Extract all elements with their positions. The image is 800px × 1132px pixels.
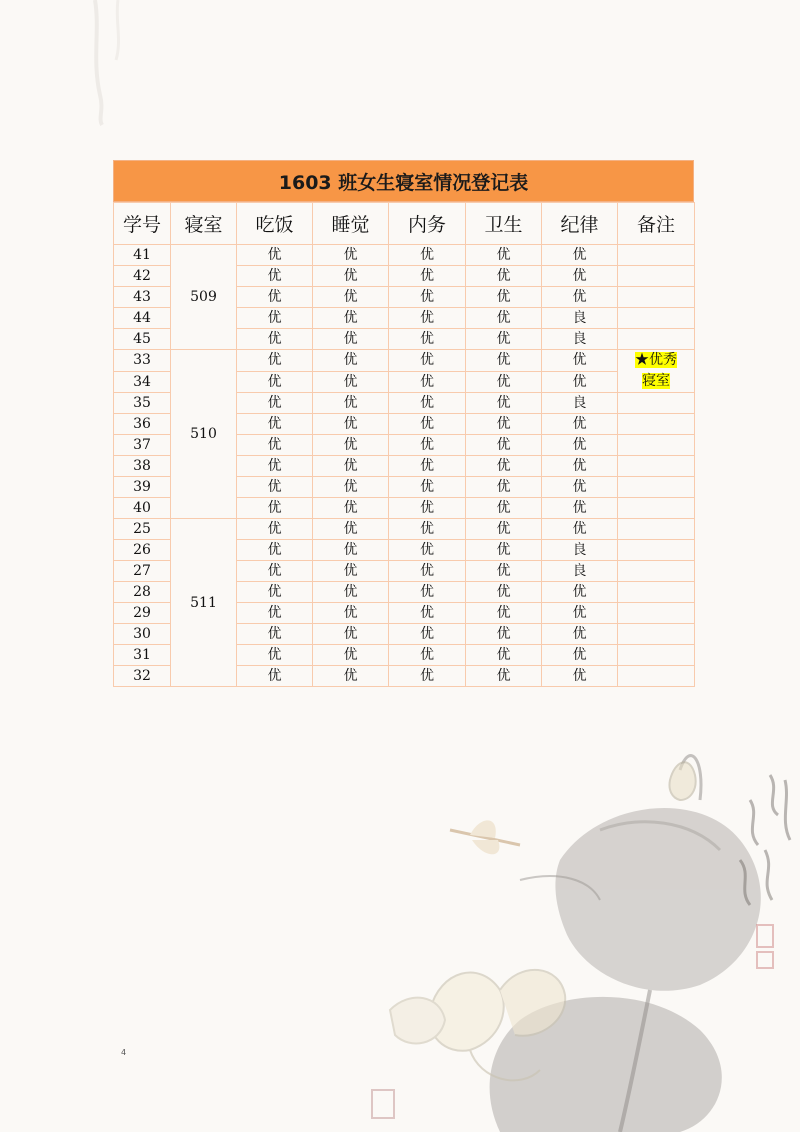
- header-eating: 吃饭: [237, 203, 313, 245]
- lotus-leaf-large: [555, 808, 760, 991]
- student-id-cell: 26: [114, 540, 171, 561]
- student-id-cell: 27: [114, 561, 171, 582]
- remarks-cell: [618, 540, 695, 561]
- remarks-cell: [618, 245, 695, 266]
- remarks-cell: [618, 456, 695, 477]
- hygiene-grade-cell: 优: [466, 245, 542, 266]
- discipline-grade-cell: 优: [542, 666, 618, 687]
- discipline-grade-cell: 优: [542, 603, 618, 624]
- housekeeping-grade-cell: 优: [389, 350, 466, 372]
- eating-grade-cell: 优: [237, 308, 313, 329]
- remarks-cell: [618, 645, 695, 666]
- hygiene-grade-cell: 优: [466, 350, 542, 372]
- remarks-cell: [618, 498, 695, 519]
- hygiene-grade-cell: 优: [466, 477, 542, 498]
- remarks-cell: [618, 477, 695, 498]
- eating-grade-cell: 优: [237, 350, 313, 372]
- hygiene-grade-cell: 优: [466, 624, 542, 645]
- header-discipline: 纪律: [542, 203, 618, 245]
- hygiene-grade-cell: 优: [466, 582, 542, 603]
- student-id-cell: 33: [114, 350, 171, 372]
- red-seal-stamps: [372, 925, 773, 1118]
- eating-grade-cell: 优: [237, 666, 313, 687]
- hygiene-grade-cell: 优: [466, 287, 542, 308]
- student-id-cell: 28: [114, 582, 171, 603]
- eating-grade-cell: 优: [237, 540, 313, 561]
- table-row: [114, 350, 695, 372]
- eating-grade-cell: 优: [237, 266, 313, 287]
- discipline-grade-cell: 良: [542, 393, 618, 414]
- housekeeping-grade-cell: 优: [389, 498, 466, 519]
- housekeeping-grade-cell: 优: [389, 582, 466, 603]
- discipline-grade-cell: 优: [542, 519, 618, 540]
- hygiene-grade-cell: 优: [466, 540, 542, 561]
- remarks-cell: [618, 414, 695, 435]
- sleeping-grade-cell: 优: [313, 645, 389, 666]
- lotus-leaf-lower: [490, 997, 722, 1132]
- sleeping-grade-cell: 优: [313, 287, 389, 308]
- hygiene-grade-cell: 优: [466, 561, 542, 582]
- sleeping-grade-cell: 优: [313, 519, 389, 540]
- eating-grade-cell: 优: [237, 414, 313, 435]
- student-id-cell: 40: [114, 498, 171, 519]
- hygiene-grade-cell: 优: [466, 456, 542, 477]
- housekeeping-grade-cell: 优: [389, 540, 466, 561]
- housekeeping-grade-cell: 优: [389, 603, 466, 624]
- housekeeping-grade-cell: 优: [389, 477, 466, 498]
- discipline-grade-cell: 优: [542, 456, 618, 477]
- hygiene-grade-cell: 优: [466, 266, 542, 287]
- eating-grade-cell: 优: [237, 477, 313, 498]
- sleeping-grade-cell: 优: [313, 329, 389, 350]
- housekeeping-grade-cell: 优: [389, 308, 466, 329]
- student-id-cell: 41: [114, 245, 171, 266]
- student-id-cell: 45: [114, 329, 171, 350]
- discipline-grade-cell: 优: [542, 645, 618, 666]
- calligraphy-inscription: [740, 775, 790, 905]
- remarks-cell: [618, 287, 695, 308]
- eating-grade-cell: 优: [237, 561, 313, 582]
- remarks-cell: [618, 666, 695, 687]
- dragonfly: [450, 820, 520, 854]
- discipline-grade-cell: 优: [542, 245, 618, 266]
- remarks-cell: [618, 308, 695, 329]
- discipline-grade-cell: 良: [542, 329, 618, 350]
- housekeeping-grade-cell: 优: [389, 624, 466, 645]
- hygiene-grade-cell: 优: [466, 519, 542, 540]
- hygiene-grade-cell: 优: [466, 371, 542, 393]
- eating-grade-cell: 优: [237, 645, 313, 666]
- housekeeping-grade-cell: 优: [389, 645, 466, 666]
- housekeeping-grade-cell: 优: [389, 435, 466, 456]
- housekeeping-grade-cell: 优: [389, 519, 466, 540]
- student-id-cell: 31: [114, 645, 171, 666]
- sleeping-grade-cell: 优: [313, 666, 389, 687]
- hygiene-grade-cell: 优: [466, 435, 542, 456]
- remarks-cell: [618, 519, 695, 540]
- lotus-bud: [669, 762, 695, 800]
- student-id-cell: 42: [114, 266, 171, 287]
- student-id-cell: 32: [114, 666, 171, 687]
- discipline-grade-cell: 良: [542, 561, 618, 582]
- sleeping-grade-cell: 优: [313, 540, 389, 561]
- eating-grade-cell: 优: [237, 245, 313, 266]
- housekeeping-grade-cell: 优: [389, 329, 466, 350]
- room-number-cell: 509: [171, 245, 237, 350]
- discipline-grade-cell: 良: [542, 308, 618, 329]
- header-remarks: 备注: [618, 203, 695, 245]
- remarks-cell: [618, 266, 695, 287]
- remarks-cell: [618, 393, 695, 414]
- housekeeping-grade-cell: 优: [389, 393, 466, 414]
- student-id-cell: 44: [114, 308, 171, 329]
- dorm-register-table: [113, 202, 695, 687]
- dorm-register-sheet: [113, 160, 694, 687]
- header-hygiene: 卫生: [466, 203, 542, 245]
- lotus-flower: [390, 970, 565, 1081]
- eating-grade-cell: 优: [237, 371, 313, 393]
- header-room: 寝室: [171, 203, 237, 245]
- eating-grade-cell: 优: [237, 287, 313, 308]
- header-student-id: 学号: [114, 203, 171, 245]
- student-id-cell: 30: [114, 624, 171, 645]
- hygiene-grade-cell: 优: [466, 308, 542, 329]
- housekeeping-grade-cell: 优: [389, 456, 466, 477]
- student-id-cell: 34: [114, 371, 171, 393]
- housekeeping-grade-cell: 优: [389, 266, 466, 287]
- discipline-grade-cell: 优: [542, 477, 618, 498]
- remarks-cell: [618, 624, 695, 645]
- register-title: 1603 班女生寝室情况登记表: [113, 160, 694, 202]
- sleeping-grade-cell: 优: [313, 371, 389, 393]
- eating-grade-cell: 优: [237, 393, 313, 414]
- header-row: [114, 203, 695, 245]
- hygiene-grade-cell: 优: [466, 414, 542, 435]
- lotus-stems: [520, 756, 701, 1132]
- eating-grade-cell: 优: [237, 519, 313, 540]
- sleeping-grade-cell: 优: [313, 350, 389, 372]
- student-id-cell: 38: [114, 456, 171, 477]
- hygiene-grade-cell: 优: [466, 645, 542, 666]
- remarks-cell: [618, 435, 695, 456]
- student-id-cell: 36: [114, 414, 171, 435]
- housekeeping-grade-cell: 优: [389, 245, 466, 266]
- sleeping-grade-cell: 优: [313, 477, 389, 498]
- sleeping-grade-cell: 优: [313, 582, 389, 603]
- header-sleeping: 睡觉: [313, 203, 389, 245]
- room-number-cell: 510: [171, 350, 237, 519]
- discipline-grade-cell: 优: [542, 350, 618, 372]
- remarks-cell: [618, 582, 695, 603]
- eating-grade-cell: 优: [237, 435, 313, 456]
- sleeping-grade-cell: 优: [313, 393, 389, 414]
- eating-grade-cell: 优: [237, 456, 313, 477]
- remarks-cell: [618, 329, 695, 350]
- student-id-cell: 39: [114, 477, 171, 498]
- sleeping-grade-cell: 优: [313, 624, 389, 645]
- sleeping-grade-cell: 优: [313, 603, 389, 624]
- hygiene-grade-cell: 优: [466, 393, 542, 414]
- remarks-cell: [618, 350, 695, 393]
- discipline-grade-cell: 优: [542, 266, 618, 287]
- discipline-grade-cell: 良: [542, 540, 618, 561]
- discipline-grade-cell: 优: [542, 582, 618, 603]
- hygiene-grade-cell: 优: [466, 498, 542, 519]
- student-id-cell: 43: [114, 287, 171, 308]
- sleeping-grade-cell: 优: [313, 435, 389, 456]
- remarks-cell: [618, 561, 695, 582]
- discipline-grade-cell: 优: [542, 435, 618, 456]
- student-id-cell: 25: [114, 519, 171, 540]
- excellent-dorm-badge: ★优秀: [635, 352, 677, 368]
- discipline-grade-cell: 优: [542, 414, 618, 435]
- hygiene-grade-cell: 优: [466, 666, 542, 687]
- sleeping-grade-cell: 优: [313, 414, 389, 435]
- sleeping-grade-cell: 优: [313, 498, 389, 519]
- eating-grade-cell: 优: [237, 329, 313, 350]
- header-housekeeping: 内务: [389, 203, 466, 245]
- room-number-cell: 511: [171, 519, 237, 687]
- housekeeping-grade-cell: 优: [389, 414, 466, 435]
- discipline-grade-cell: 优: [542, 624, 618, 645]
- top-left-brush-marks: [95, 0, 119, 125]
- remarks-cell: [618, 603, 695, 624]
- student-id-cell: 29: [114, 603, 171, 624]
- student-id-cell: 35: [114, 393, 171, 414]
- eating-grade-cell: 优: [237, 603, 313, 624]
- eating-grade-cell: 优: [237, 582, 313, 603]
- housekeeping-grade-cell: 优: [389, 287, 466, 308]
- page-number: 4: [121, 1048, 127, 1057]
- housekeeping-grade-cell: 优: [389, 561, 466, 582]
- housekeeping-grade-cell: 优: [389, 666, 466, 687]
- sleeping-grade-cell: 优: [313, 266, 389, 287]
- housekeeping-grade-cell: 优: [389, 371, 466, 393]
- sleeping-grade-cell: 优: [313, 308, 389, 329]
- excellent-dorm-badge: 寝室: [642, 373, 670, 389]
- eating-grade-cell: 优: [237, 624, 313, 645]
- sleeping-grade-cell: 优: [313, 245, 389, 266]
- discipline-grade-cell: 优: [542, 287, 618, 308]
- hygiene-grade-cell: 优: [466, 603, 542, 624]
- table-row: [114, 519, 695, 540]
- hygiene-grade-cell: 优: [466, 329, 542, 350]
- discipline-grade-cell: 优: [542, 498, 618, 519]
- table-row: [114, 245, 695, 266]
- discipline-grade-cell: 优: [542, 371, 618, 393]
- sleeping-grade-cell: 优: [313, 456, 389, 477]
- register-body: [114, 245, 695, 687]
- eating-grade-cell: 优: [237, 498, 313, 519]
- sleeping-grade-cell: 优: [313, 561, 389, 582]
- student-id-cell: 37: [114, 435, 171, 456]
